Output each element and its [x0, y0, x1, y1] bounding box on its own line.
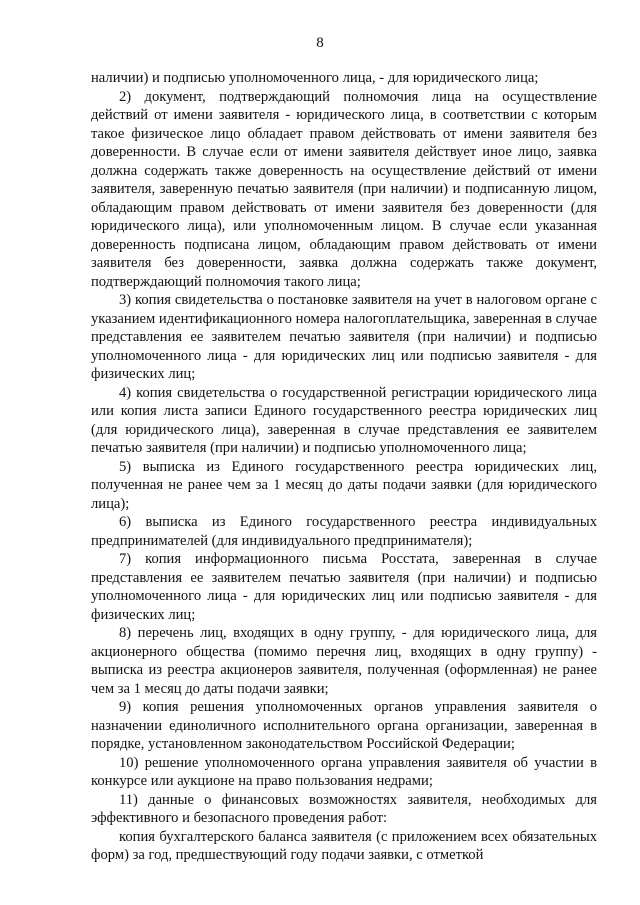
- paragraph-continuation: наличии) и подписью уполномоченного лица, - для юридического лица;: [91, 70, 539, 86]
- paragraph-item-10: 10) решение уполномоченного органа управления заявителя об участии в конкурсе или аукционе на право пользования недрами;: [91, 754, 597, 789]
- paragraph-item-3: 3) копия свидетельства о постановке заявителя на учет в налоговом органе с указанием идентификационного номера налогоплательщика, заверенная в случае представления ее заявителем печатью заявителя (при наличии) и подписью уполномоченного лица - для юридических лиц или подписью заявителя - для физических лиц;: [91, 292, 597, 382]
- paragraph-item-2: 2) документ, подтверждающий полномочия лица на осуществление действий от имени заявителя - юридического лица, в соответствии с которым такое физическое лицо обладает правом действовать от имени заявителя без доверенности. В случае если от имени заявителя действует иное лицо, заявка должна содержать также доверенность на осуществление действий от имени заявителя, заверенную печатью заявителя (при наличии) и подписанную лицом, обладающим правом действовать от имени заявителя без доверенности (для юридического лица), или уполномоченным лицом. В случае если указанная доверенность подписана лицом, обладающим правом действовать от имени заявителя без доверенности, заявка должна содержать также документ, подтверждающий полномочия такого лица;: [91, 88, 597, 290]
- page-number: 8: [316, 35, 324, 51]
- paragraph-item-9: 9) копия решения уполномоченных органов управления заявителя о назначении единоличного исполнительного органа организации, заверенная в порядке, установленном законодательством Российской Федерации;: [91, 699, 597, 752]
- paragraph-item-6: 6) выписка из Единого государственного реестра индивидуальных предпринимателей (для индивидуального предпринимателя);: [91, 514, 597, 549]
- paragraph-item-5: 5) выписка из Единого государственного реестра юридических лиц, полученная не ранее чем за 1 месяц до даты подачи заявки (для юридического лица);: [91, 458, 597, 512]
- paragraph-item-7: 7) копия информационного письма Росстата, заверенная в случае представления ее заявителем печатью заявителя (при наличии) и подписью уполномоченного лица - для юридических лиц или подписью заявителя - для физических лиц;: [91, 551, 597, 623]
- paragraph-item-11: 11) данные о финансовых возможностях заявителя, необходимых для эффективного и безопасного проведения работ:: [91, 791, 597, 826]
- paragraph-item-8: 8) перечень лиц, входящих в одну группу, - для юридического лица, для акционерного общества (помимо перечня лиц, входящих в одну группу) - выписка из реестра акционеров заявителя, полученная (оформленная) не ранее чем за 1 месяц до даты подачи заявки;: [91, 625, 597, 697]
- paragraph-balance-copy: копия бухгалтерского баланса заявителя (с приложением всех обязательных форм) за год, предшествующий году подачи заявки, с отметкой: [91, 828, 597, 863]
- document-body: [91, 69, 597, 865]
- paragraph-item-4: 4) копия свидетельства о государственной регистрации юридического лица или копия листа записи Единого государственного реестра юридических лиц (для юридического лица), заверенная в случае представления ее заявителем печатью заявителя (при наличии) и подписью уполномоченного лица;: [91, 384, 597, 456]
